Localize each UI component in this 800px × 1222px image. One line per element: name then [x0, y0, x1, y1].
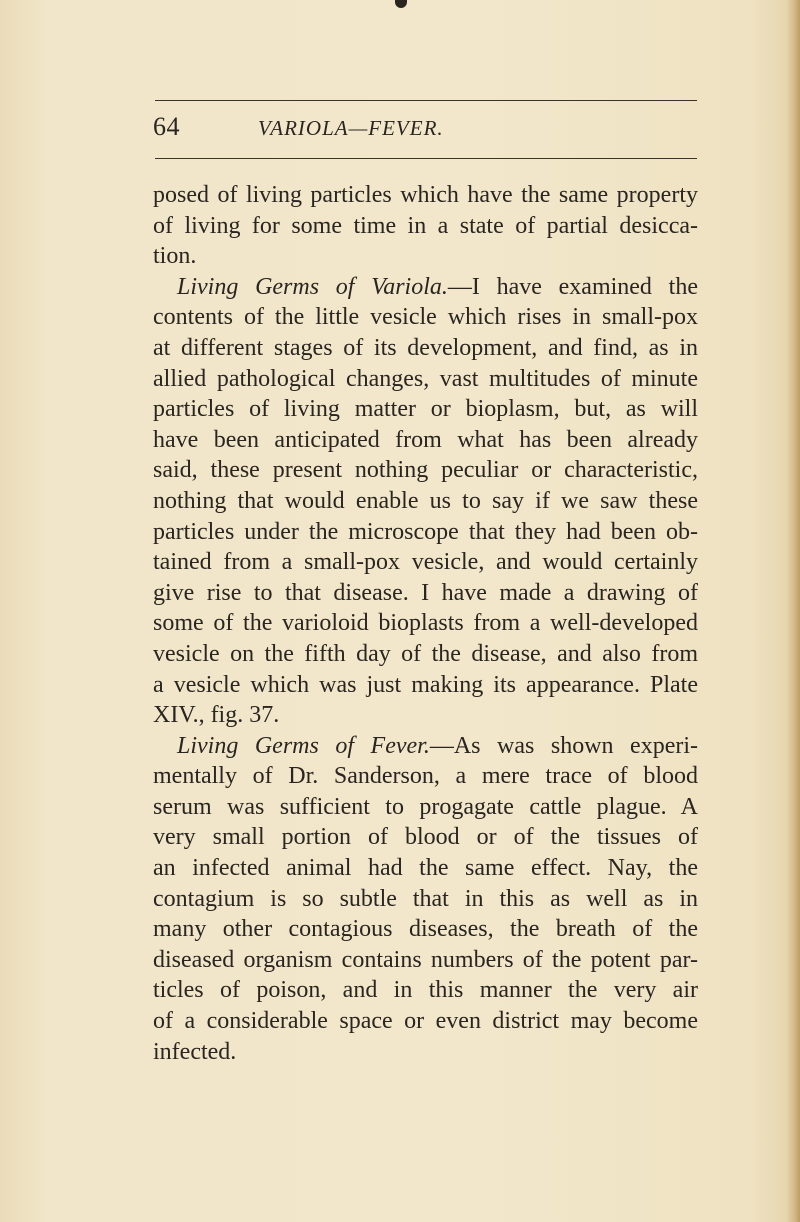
running-head: VARIOLA—FEVER. [258, 116, 444, 140]
section-heading-line [153, 731, 698, 762]
text-line: particles of living matter or bioplasm, but, as will [153, 396, 698, 423]
text-line: posed of living particles which have the same property [153, 182, 698, 208]
text-line: very small portion of blood or of the tissues of [153, 824, 698, 851]
text-line: at different stages of its development, and find, as in [153, 334, 698, 361]
text-line: have been anticipated from what has been already [153, 426, 698, 453]
text-line: tion. [153, 243, 197, 270]
page-edge-shadow [786, 0, 800, 1222]
text-line: said, these present nothing peculiar or characteristic, [153, 457, 698, 484]
text-line: some of the varioloid bioplasts from a well-developed [153, 610, 698, 637]
text-line: contagium is so subtle that in this as well as in [153, 885, 698, 912]
section-heading-fever: Living Germs of Fever. [177, 732, 430, 759]
text-line: contents of the little vesicle which rises in small-pox [153, 304, 698, 331]
section-heading-rest: —As was shown experi- [429, 732, 699, 759]
text-line: XIV., fig. 37. [153, 702, 280, 729]
text-line: many other contagious diseases, the breath of the [153, 916, 698, 943]
section-heading-rest: —I have examined the [447, 273, 698, 300]
section-heading-line [153, 272, 698, 303]
text-line: infected. [153, 1038, 237, 1065]
text-line: give rise to that disease. I have made a drawing of [153, 579, 698, 606]
page-number: 64 [153, 112, 180, 141]
text-line: vesicle on the fifth day of the disease, and also from [153, 640, 698, 667]
text-line: an infected animal had the same effect. Nay, the [153, 855, 698, 882]
binding-mark [395, 0, 407, 8]
text-line: particles under the microscope that they had been ob- [153, 518, 698, 545]
text-line: diseased organism contains numbers of the potent par- [153, 946, 698, 973]
text-line: mentally of Dr. Sanderson, a mere trace of blood [153, 763, 698, 790]
text-line: tained from a small-pox vesicle, and would certainly [153, 549, 698, 576]
section-heading-variola: Living Germs of Variola. [177, 273, 448, 300]
text-line: of a considerable space or even district may become [153, 1008, 698, 1035]
header-rule-top [155, 100, 697, 101]
text-line: a vesicle which was just making its appearance. Plate [153, 671, 698, 698]
header-rule-bottom [155, 158, 697, 159]
text-line: serum was sufficient to progagate cattle plague. A [153, 793, 698, 820]
text-line: allied pathological changes, vast multitudes of minute [153, 365, 698, 392]
text-line: nothing that would enable us to say if we saw these [153, 487, 698, 514]
text-line: ticles of poison, and in this manner the very air [153, 977, 698, 1004]
text-line: of living for some time in a state of partial desicca- [153, 212, 698, 239]
body-text [153, 180, 698, 1067]
